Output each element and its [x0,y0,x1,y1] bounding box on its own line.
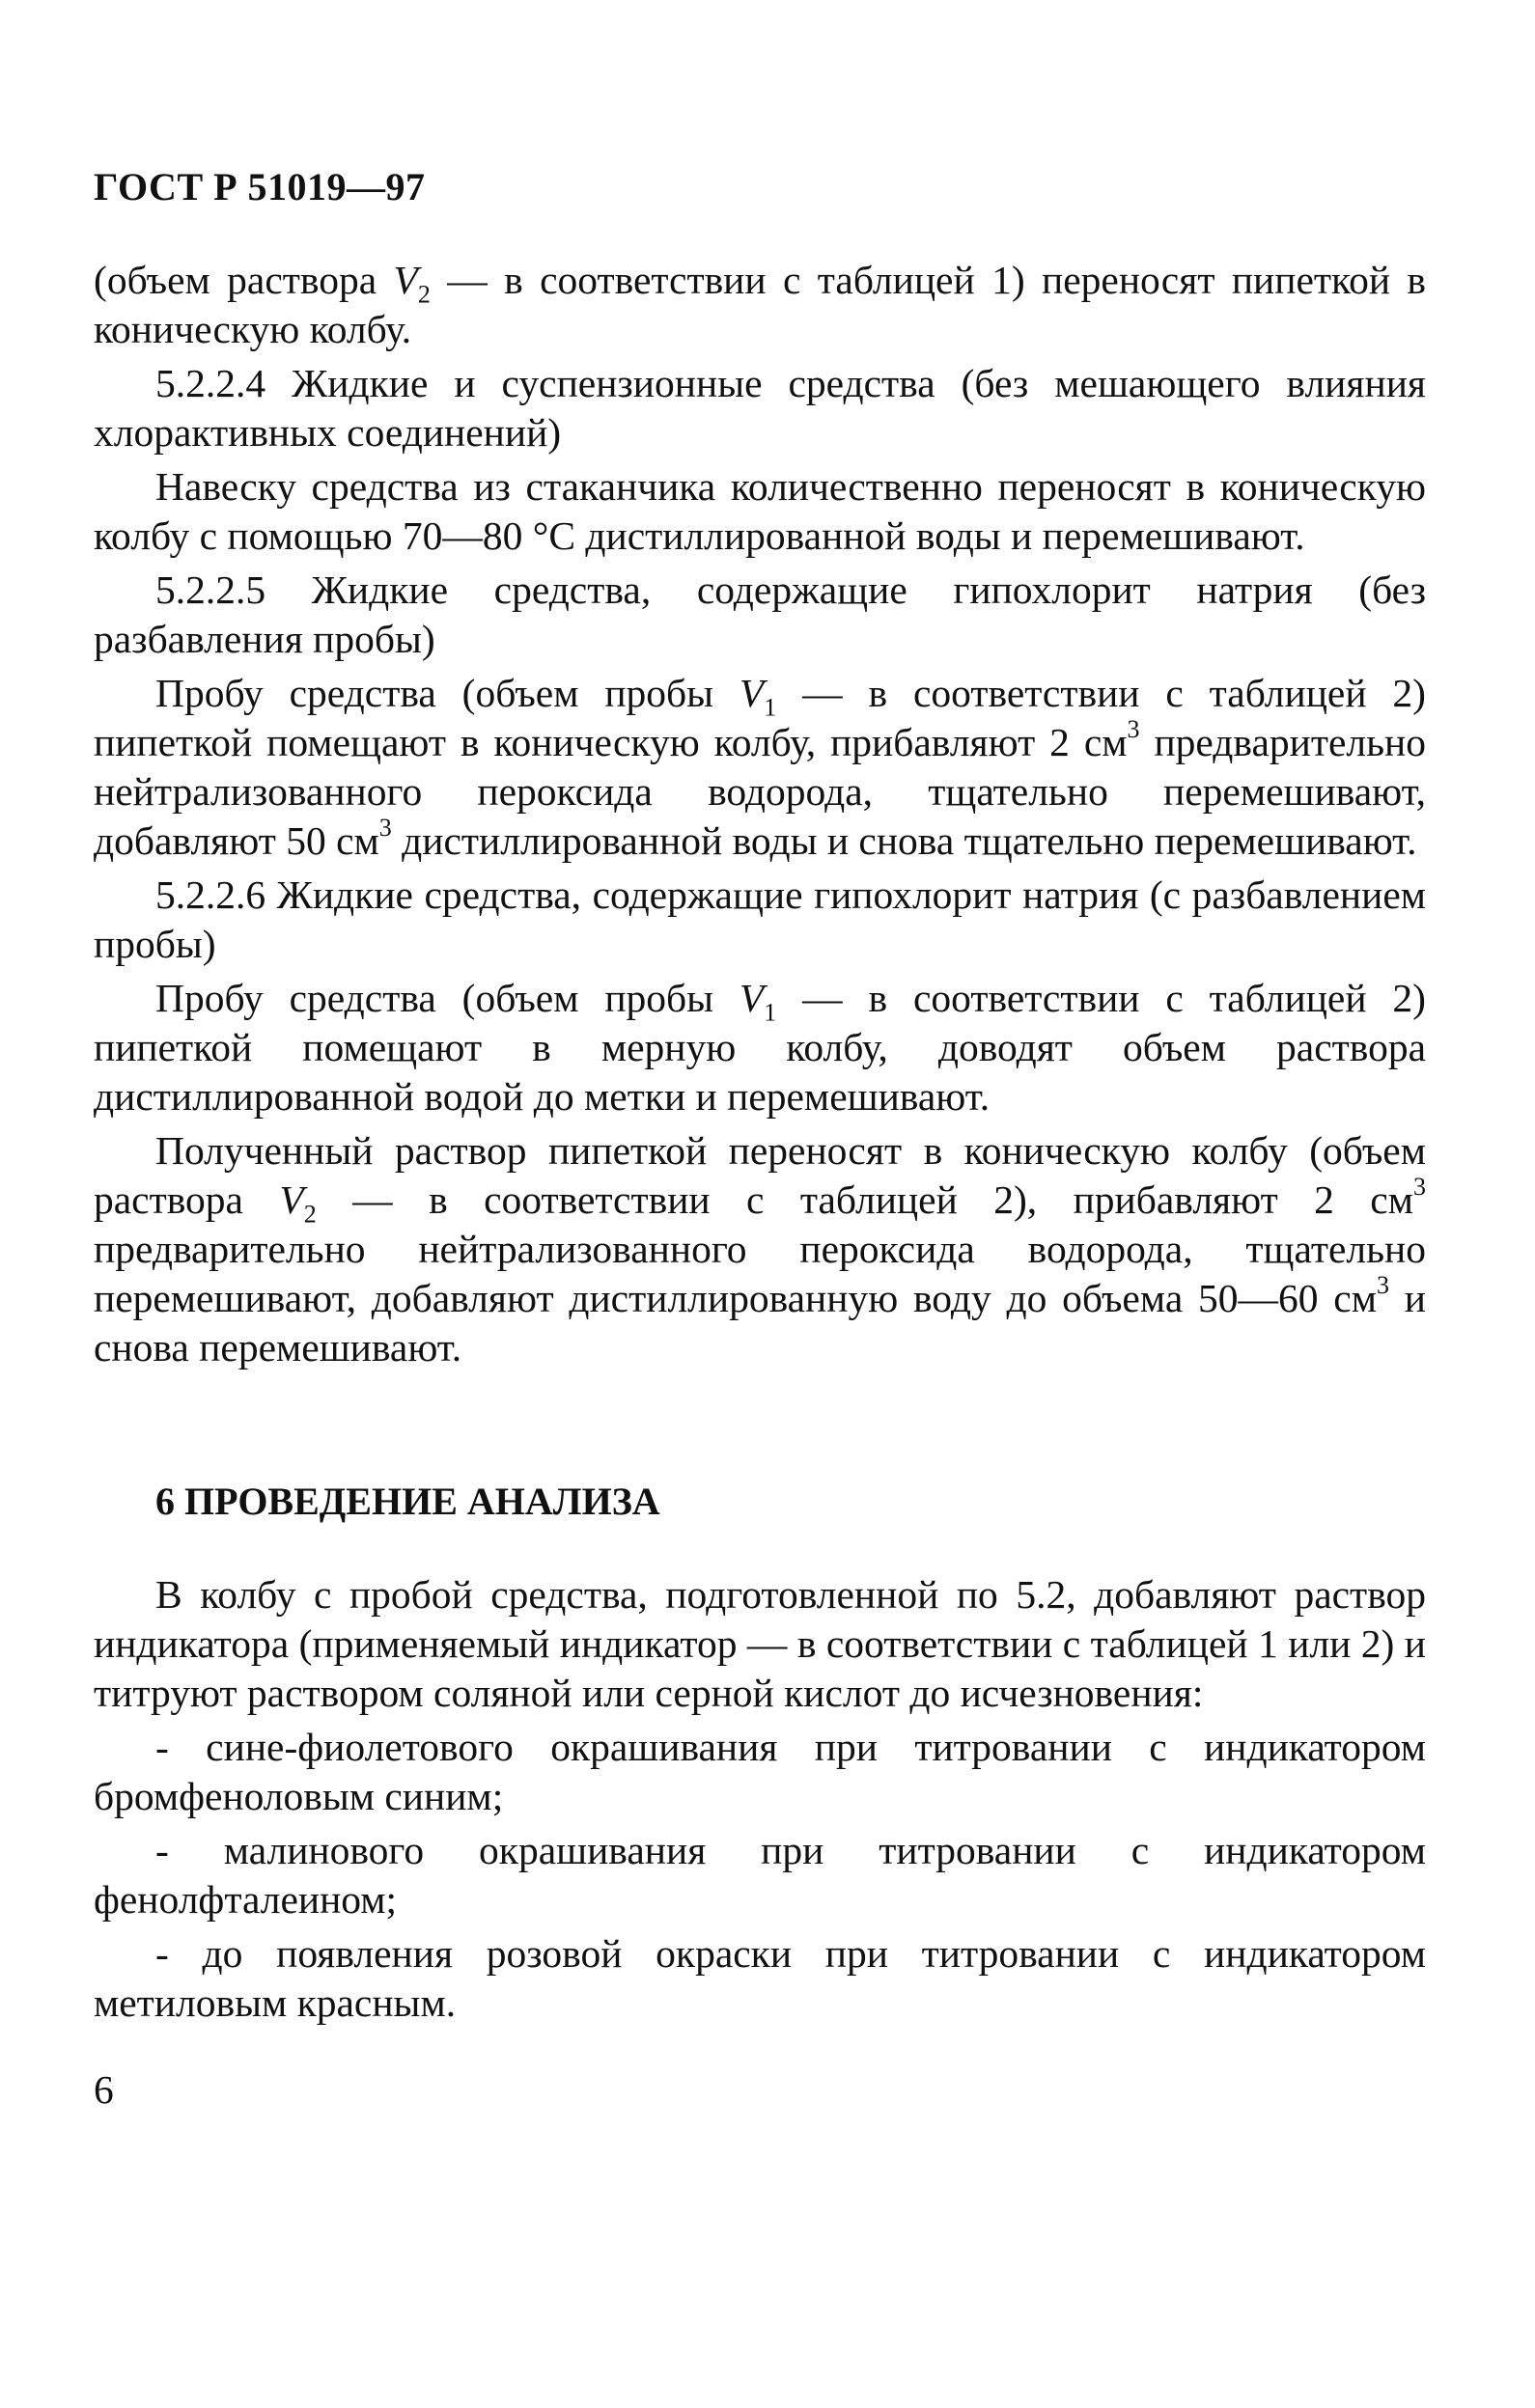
list-item-crimson: - малинового окрашивания при титровании с индикатором фенолфталеином; [94,1828,1426,1922]
list-item-pink: - до появления розовой окраски при титровании с индикатором метиловым красным. [94,1931,1426,2025]
paragraph-p7 [94,974,1426,1121]
text-run: Пробу средства (объем пробы [155,671,740,715]
text-run: Полученный раствор пипеткой переносят в коническую колбу (объем раствора [94,1128,1426,1222]
text-run: Пробу средства (объем пробы [155,976,740,1020]
text-run: — в соответствии с таблицей 1) переносят пипеткой в коническую колбу. [94,258,1427,351]
section-title: 6 ПРОВЕДЕНИЕ АНАЛИЗА [155,1480,660,1523]
text-run: 5.2.2.6 Жидкие средства, содержащие гипохлорит натрия (с разбавлением пробы) [94,872,1426,966]
text-run: (объем раствора [94,258,394,302]
text-blocks [94,256,1426,1372]
text-run: 2 [417,280,431,309]
list-item-blue: - сине-фиолетового окрашивания при титровании с индикатором бромфеноловым синим; [94,1725,1426,1818]
text-run: 2 [303,1200,317,1229]
paragraph-p6 [94,871,1426,969]
text-run: 1 [764,998,777,1027]
text-run: 3 [1377,1271,1389,1300]
paragraph-p4 [94,566,1426,664]
page-number: 6 [94,2067,114,2112]
text-run: — в соответствии с таблицей 2) пипеткой помещают в коническую колбу, прибавляют 2 см [94,671,1426,764]
text-run: 3 [378,814,392,843]
text-run: V [739,976,765,1020]
document-header: ГОСТ Р 51019—97 [94,165,426,208]
text-run: и снова перемешивают. [94,1276,1426,1370]
text-run: — в соответствии с таблицей 2) пипеткой помещают в мерную колбу, доводят объем раствора дистиллированной водой до метки и перемешивают. [94,976,1426,1119]
paragraph-p2 [94,359,1426,457]
text-run: Навеску средства из стаканчика количественно переносят в коническую колбу с помощью 70—80 °С дистиллированной воды и перемешивают. [94,464,1426,558]
paragraph-p8 [94,1126,1426,1372]
text-run: 3 [1127,715,1140,744]
text-run: V [739,671,765,715]
text-run: предварительно нейтрализованного пероксида водорода, тщательно перемешивают, добавляют 50 см [94,720,1426,863]
document-page [94,164,1426,2113]
text-run: 5.2.2.4 Жидкие и суспензионные средства (без мешающего влияния хлорактивных соединений) [94,361,1426,455]
text-run: — в соответствии с таблицей 2), прибавляют 2 см [316,1177,1413,1222]
paragraph-p1 [94,256,1426,354]
text-run: 1 [764,693,777,722]
text-run: 3 [1412,1173,1426,1202]
text-run: дистиллированной воды и снова тщательно перемешивают. [391,818,1417,863]
paragraph-p5 [94,669,1426,866]
text-run: 5.2.2.5 Жидкие средства, содержащие гипохлорит натрия (без разбавления пробы) [94,567,1426,661]
text-run: предварительно нейтрализованного пероксида водорода, тщательно перемешивают, добавляют дистиллированную воду до объема 50—60 см [94,1227,1426,1320]
text-run: V [393,258,418,302]
section-paragraph-intro: В колбу с пробой средства, подготовленной по 5.2, добавляют раствор индикатора (применяемый индикатор — в соответствии с таблицей 1 или 2) и титруют раствором соляной или серной кислот до исчезновения: [94,1572,1426,1715]
text-run: V [279,1177,304,1222]
paragraph-p3 [94,462,1426,561]
